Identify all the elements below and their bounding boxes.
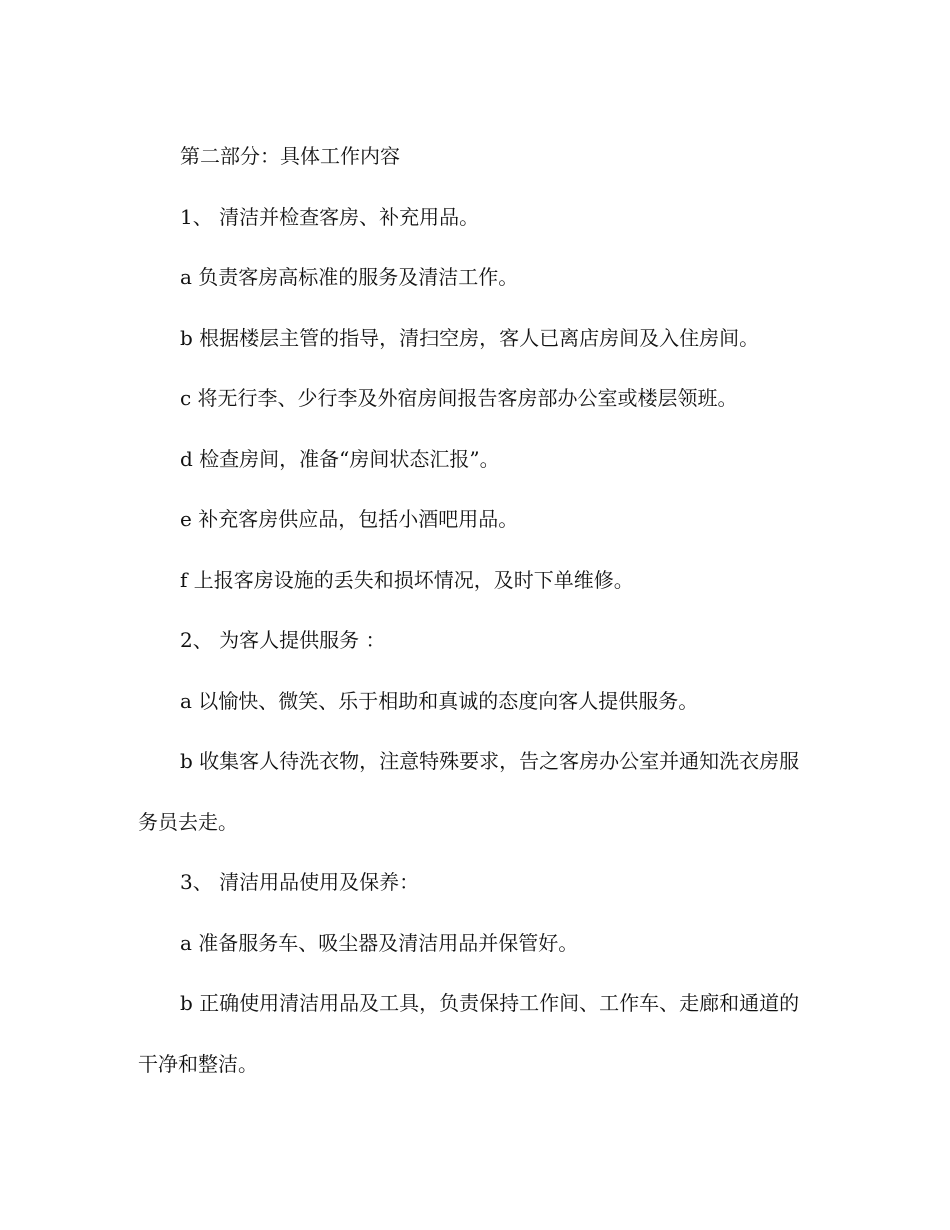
paragraph-2: 2、 为客人提供服务 ： xyxy=(180,628,386,652)
paragraph-1f: f 上报客房设施的丢失和损坏情况，及时下单维修。 xyxy=(180,567,634,592)
paragraph-3a: a 准备服务车、吸尘器及清洁用品并保管好。 xyxy=(180,930,579,955)
paragraph-2b: b 收集客人待洗衣物，注意特殊要求，告之客房办公室并通知洗衣房服务员去走。 xyxy=(138,749,800,834)
paragraph-1e: e 补充客房供应品，包括小酒吧用品。 xyxy=(180,507,519,531)
paragraph-3b: b 正确使用清洁用品及工具，负责保持工作间、工作车、走廊和通道的干净和整洁。 xyxy=(138,991,800,1076)
document-body xyxy=(138,126,818,1094)
paragraph-1d: d 检查房间，准备“房间状态汇报”。 xyxy=(180,446,500,471)
paragraph-1a: a 负责客房高标准的服务及清洁工作。 xyxy=(180,265,519,289)
paragraph-2a: a 以愉快、微笑、乐于相助和真诚的态度向客人提供服务。 xyxy=(180,688,699,713)
paragraph-1b: b 根据楼层主管的指导，清扫空房，客人已离店房间及入住房间。 xyxy=(180,325,760,350)
paragraph-1c: c 将无行李、少行李及外宿房间报告客房部办公室或楼层领班。 xyxy=(180,386,738,410)
paragraph-1: 1、 清洁并检查客房、补充用品。 xyxy=(180,204,480,229)
paragraph-3: 3、 清洁用品使用及保养： xyxy=(180,870,420,894)
section-title: 第二部分：具体工作内容 xyxy=(180,144,400,168)
